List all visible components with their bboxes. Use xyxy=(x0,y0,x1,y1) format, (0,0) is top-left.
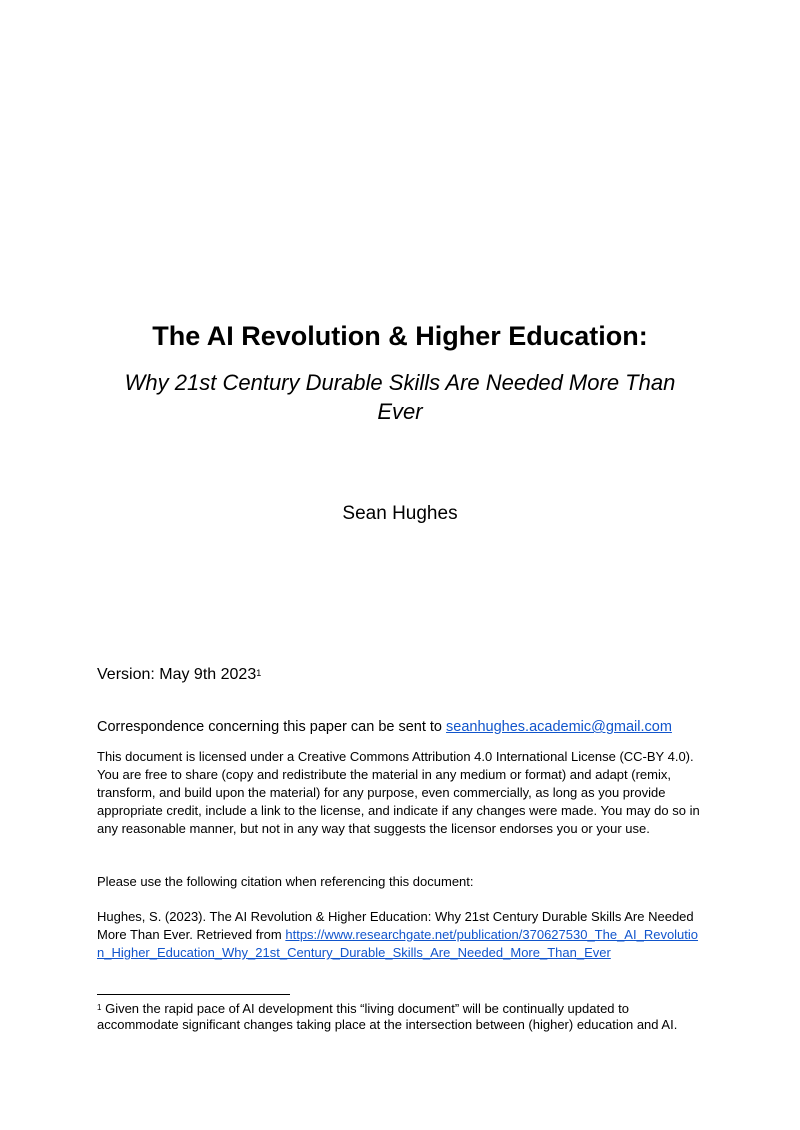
citation-intro: Please use the following citation when referencing this document: xyxy=(97,874,474,889)
citation-url-link[interactable]: https://www.researchgate.net/publication/370627530_The_AI_Revolution_Higher_Education_Why_21st_Century_Durable_Skills_Are_Needed_More_Than_Ever xyxy=(97,927,699,960)
author-name: Sean Hughes xyxy=(342,503,458,524)
citation-paragraph xyxy=(97,908,703,962)
license-paragraph: This document is licensed under a Creative Commons Attribution 4.0 International License (CC-BY 4.0). You are free to share (copy and redistribute the material in any medium or format) and adapt (remix, transform, and build upon the material) for any purpose, even commercially, as long as you provide appropriate credit, include a link to the license, and indicate if any changes were made. You may do so in any reasonable manner, but not in any way that suggests the licensor endorses you or your use. xyxy=(97,749,700,836)
footnote-text: Given the rapid pace of AI development this “living document” will be continually updated to accommodate significant changes taking place at the intersection between (higher) education and AI. xyxy=(97,1001,678,1032)
citation-text: Hughes, S. (2023). The AI Revolution & Higher Education: Why 21st Century Durable Skills Are Needed More Than Ever. Retrieved from xyxy=(97,909,694,942)
footnote-reference[interactable]: 1 xyxy=(256,668,262,678)
footnote-marker: 1 xyxy=(97,1003,102,1012)
version-line xyxy=(97,664,261,686)
version-label: Version: May 9th 2023 xyxy=(97,666,257,683)
paper-title: The AI Revolution & Higher Education: xyxy=(152,321,648,351)
paper-subtitle: Why 21st Century Durable Skills Are Needed More Than Ever xyxy=(124,370,676,424)
email-link[interactable]: seanhughes.academic@gmail.com xyxy=(446,719,672,735)
correspondence-line xyxy=(97,717,672,737)
footnote xyxy=(97,1001,707,1033)
footnote-divider xyxy=(97,994,290,995)
correspondence-text: Correspondence concerning this paper can be sent to xyxy=(97,719,442,735)
